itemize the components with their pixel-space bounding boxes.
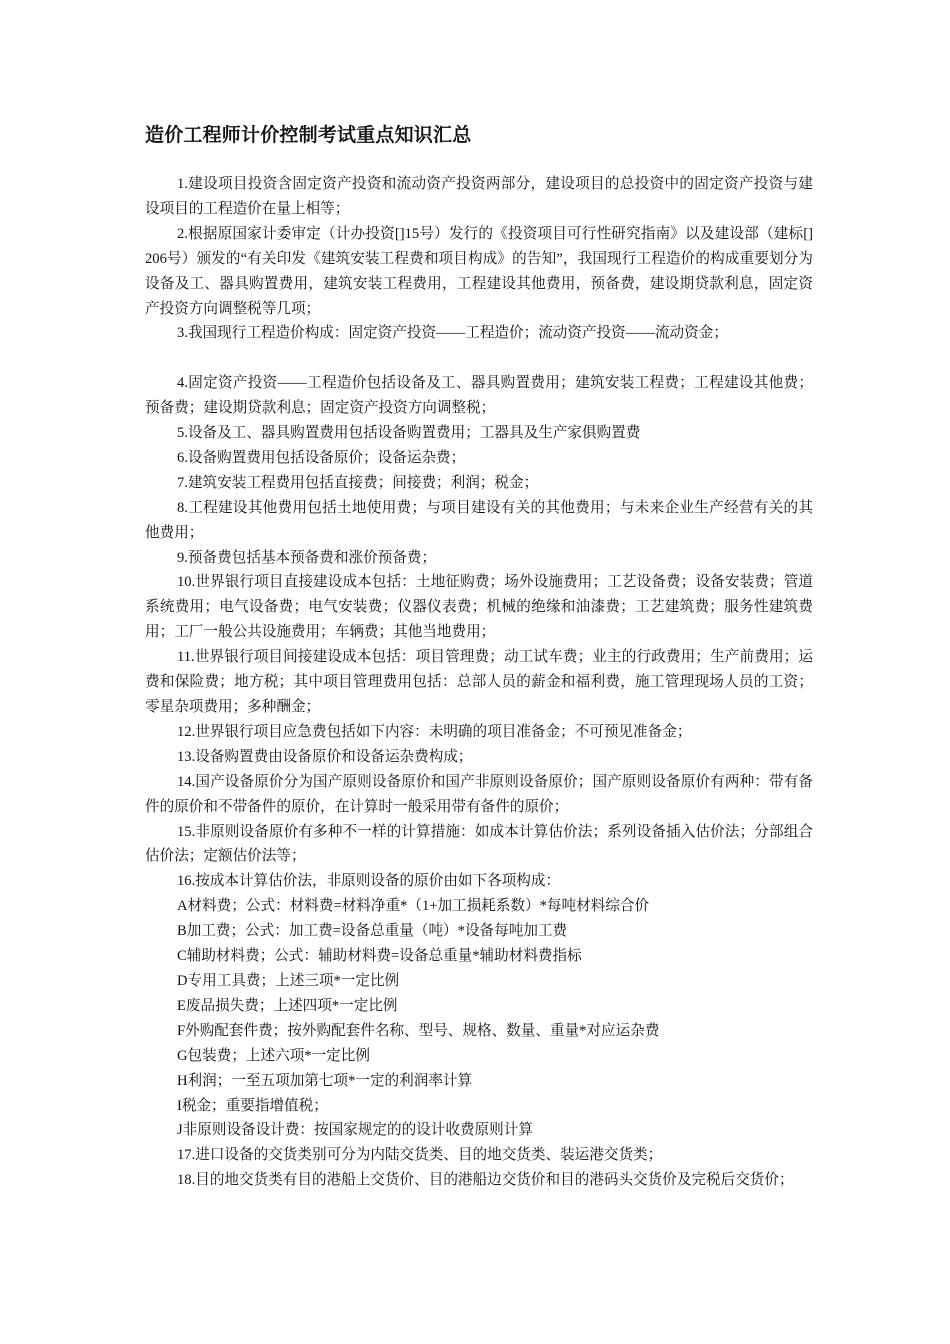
paragraph-18: 18.目的地交货类有目的港船上交货价、目的港船边交货价和目的港码头交货价及完税后交货价； bbox=[177, 1172, 794, 1189]
paragraph-14: 14.国产设备原价分为国产原则设备原价和国产非原则设备原价；国产原则设备原价有两种：带有备件的原价和不带备件的原价，在计算时一般采用带有备件的原价； bbox=[145, 773, 813, 815]
paragraph-1: 1.建设项目投资含固定资产投资和流动资产投资两部分，建设项目的总投资中的固定资产投资与建设项目的工程造价在量上相等； bbox=[145, 176, 813, 217]
paragraph-12: 12.世界银行项目应急费包括如下内容：未明确的项目准备金；不可预见准备金； bbox=[177, 723, 692, 740]
paragraph-6: 6.设备购置费用包括设备原价；设备运杂费； bbox=[177, 449, 466, 466]
list-item-e: E废品损失费；上述四项*一定比例 bbox=[177, 997, 398, 1014]
paragraph-11: 11.世界银行项目间接建设成本包括：项目管理费；动工试车费；业主的行政费用；生产前费用；运费和保险费；地方税；其中项目管理费用包括：总部人员的薪金和福利费，施工管理现场人员的工资；零星杂项费用；多种酬金； bbox=[145, 649, 813, 716]
list-item-i: I税金；重要指增值税； bbox=[177, 1097, 328, 1114]
list-item-g: G包装费；上述六项*一定比例 bbox=[177, 1047, 370, 1064]
list-item-a: A材料费；公式：材料费=材料净重*（1+加工损耗系数）*每吨材料综合价 bbox=[177, 898, 650, 915]
list-item-h: H利润；一至五项加第七项*一定的利润率计算 bbox=[177, 1072, 473, 1089]
list-item-b: B加工费；公式：加工费=设备总重量（吨）*设备每吨加工费 bbox=[177, 923, 568, 940]
paragraph-9: 9.预备费包括基本预备费和涨价预备费； bbox=[177, 549, 437, 566]
paragraph-2: 2.根据原国家计委审定（计办投资[]15号）发行的《投资项目可行性研究指南》以及建设部（建标[]206号）颁发的“有关印发《建筑安装工程费和项目构成》的告知”，我国现行工程造价的构成重要划分为设备及工、器具购置费用，建筑安装工程费用，工程建设其他费用，预备费，建设期贷款利息，固定资产投资方向调整税等几项； bbox=[145, 225, 813, 317]
paragraph-3: 3.我国现行工程造价构成：固定资产投资——工程造价；流动资产投资——流动资金； bbox=[177, 325, 728, 342]
paragraph-8: 8.工程建设其他费用包括土地使用费；与项目建设有关的其他费用；与未来企业生产经营有关的其他费用； bbox=[145, 499, 813, 541]
list-item-f: F外购配套件费；按外购配套件名称、型号、规格、数量、重量*对应运杂费 bbox=[177, 1022, 660, 1039]
document-body bbox=[145, 172, 813, 1193]
list-item-j: J非原则设备设计费：按国家规定的的设计收费原则计算 bbox=[177, 1122, 533, 1139]
paragraph-17: 17.进口设备的交货类别可分为内陆交货类、目的地交货类、装运港交货类； bbox=[177, 1147, 663, 1164]
paragraph-5: 5.设备及工、器具购置费用包括设备购置费用；工器具及生产家俱购置费 bbox=[177, 425, 641, 442]
document-title: 造价工程师计价控制考试重点知识汇总 bbox=[145, 124, 472, 146]
paragraph-16: 16.按成本计算估价法，非原则设备的原价由如下各项构成： bbox=[177, 873, 561, 890]
paragraph-15: 15.非原则设备原价有多种不一样的计算措施：如成本计算估价法；系列设备插入估价法；分部组合估价法；定额估价法等； bbox=[145, 823, 813, 865]
paragraph-4: 4.固定资产投资——工程造价包括设备及工、器具购置费用；建筑安装工程费；工程建设其他费；预备费；建设期贷款利息；固定资产投资方向调整税； bbox=[145, 375, 813, 417]
paragraph-7: 7.建筑安装工程费用包括直接费；间接费；利润；税金； bbox=[177, 474, 539, 491]
blank-line bbox=[145, 346, 813, 371]
list-item-c: C辅助材料费；公式：辅助材料费=设备总重量*辅助材料费指标 bbox=[177, 948, 582, 965]
paragraph-13: 13.设备购置费由设备原价和设备运杂费构成； bbox=[177, 748, 473, 765]
paragraph-10: 10.世界银行项目直接建设成本包括：土地征购费；场外设施费用；工艺设备费；设备安装费；管道系统费用；电气设备费；电气安装费；仪器仪表费；机械的绝缘和油漆费；工艺建筑费；服务性建筑费用；工厂一般公共设施费用；车辆费；其他当地费用； bbox=[145, 574, 813, 641]
list-item-d: D专用工具费；上述三项*一定比例 bbox=[177, 972, 400, 989]
